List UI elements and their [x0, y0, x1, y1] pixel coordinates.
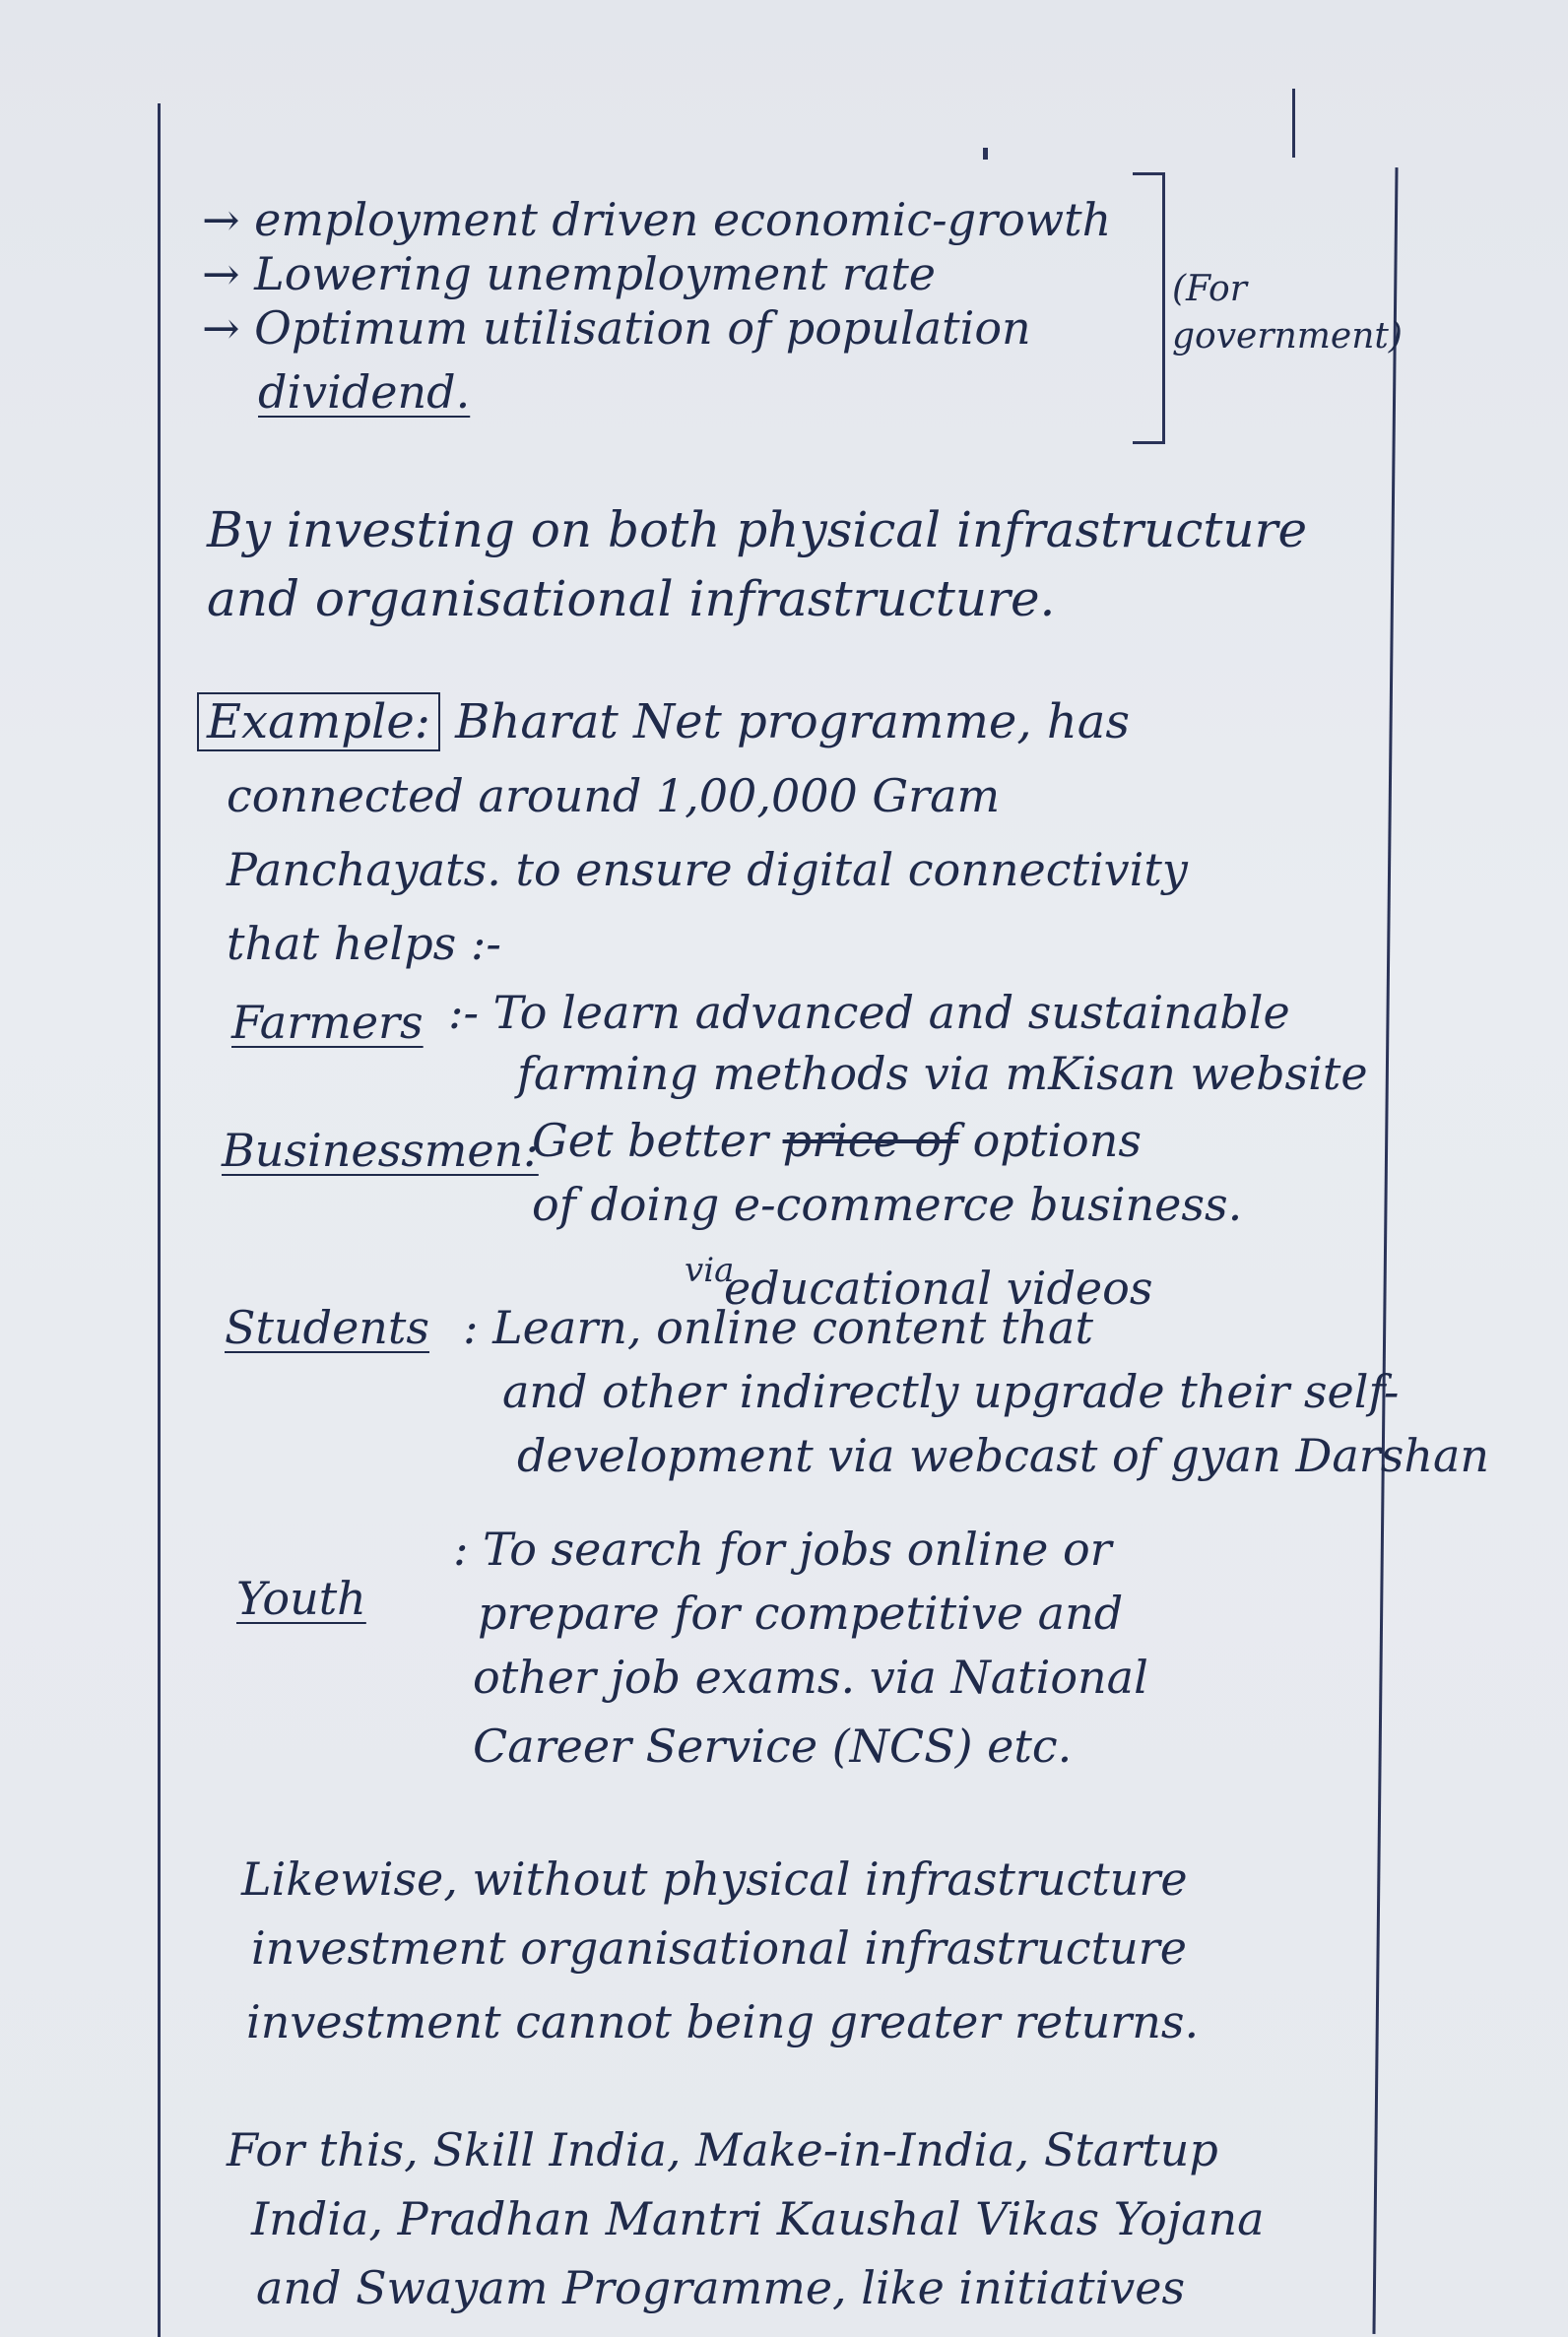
point-1: → employment driven economic-growth: [202, 193, 1112, 246]
para2-line2: investment organisational infrastructure: [251, 1921, 1187, 1975]
example-row: [197, 694, 1130, 749]
businessmen-struck-text: price of: [782, 1114, 959, 1167]
farmers-line2: farming methods via mKisan website: [517, 1047, 1368, 1100]
businessmen-line1-a: Get better: [532, 1114, 768, 1167]
para2-line1: Likewise, without physical infrastructure: [241, 1852, 1188, 1906]
para2-line3: investment cannot being greater returns.: [246, 1995, 1200, 2048]
para3-line3: and Swayam Programme, like initiatives: [256, 2261, 1186, 2314]
para3-line2: India, Pradhan Mantri Kaushal Vikas Yojana: [251, 2192, 1265, 2245]
points-bracket: [1133, 172, 1165, 444]
example-line4: that helps :-: [227, 917, 501, 970]
example-line3: Panchayats. to ensure digital connectivity: [227, 843, 1188, 896]
farmers-line1: :- To learn advanced and sustainable: [448, 986, 1290, 1039]
point-3: → Optimum utilisation of population: [202, 301, 1031, 355]
point-3-cont: dividend.: [258, 365, 471, 419]
students-line1: : Learn, online content that: [463, 1301, 1093, 1354]
example-label: Example:: [197, 692, 440, 751]
businessmen-label: Businessmen:: [222, 1124, 539, 1177]
students-insert: via: [685, 1251, 735, 1290]
pen-dot: [983, 148, 988, 160]
farmers-label: Farmers: [231, 996, 424, 1049]
students-line2: and other indirectly upgrade their self-: [502, 1365, 1400, 1418]
youth-line1: : To search for jobs online or: [453, 1523, 1112, 1576]
students-line4: development via webcast of gyan Darshan: [517, 1429, 1490, 1482]
para3-line1: For this, Skill India, Make-in-India, Startup: [227, 2123, 1218, 2176]
businessmen-line2: of doing e-commerce business.: [532, 1178, 1243, 1231]
para1-line1: By investing on both physical infrastructure: [207, 501, 1308, 558]
point-2: → Lowering unemployment rate: [202, 247, 937, 300]
youth-line4: Career Service (NCS) etc.: [473, 1720, 1073, 1773]
businessmen-line1-c: options: [972, 1114, 1142, 1167]
pen-mark: [1292, 89, 1295, 158]
example-line2: connected around 1,00,000 Gram: [227, 769, 1001, 822]
youth-label: Youth: [236, 1572, 366, 1625]
example-line1: Bharat Net programme, has: [455, 694, 1131, 749]
left-margin-line: [158, 103, 161, 2337]
businessmen-line1: [532, 1113, 1142, 1168]
youth-line3: other job exams. via National: [473, 1651, 1148, 1704]
right-margin-line: [1372, 167, 1398, 2334]
bracket-note: (For government): [1172, 269, 1403, 357]
students-label: Students: [225, 1301, 430, 1354]
para1-line2: and organisational infrastructure.: [207, 570, 1056, 627]
students-line0: educational videos: [724, 1262, 1153, 1315]
youth-line2: prepare for competitive and: [478, 1587, 1124, 1640]
